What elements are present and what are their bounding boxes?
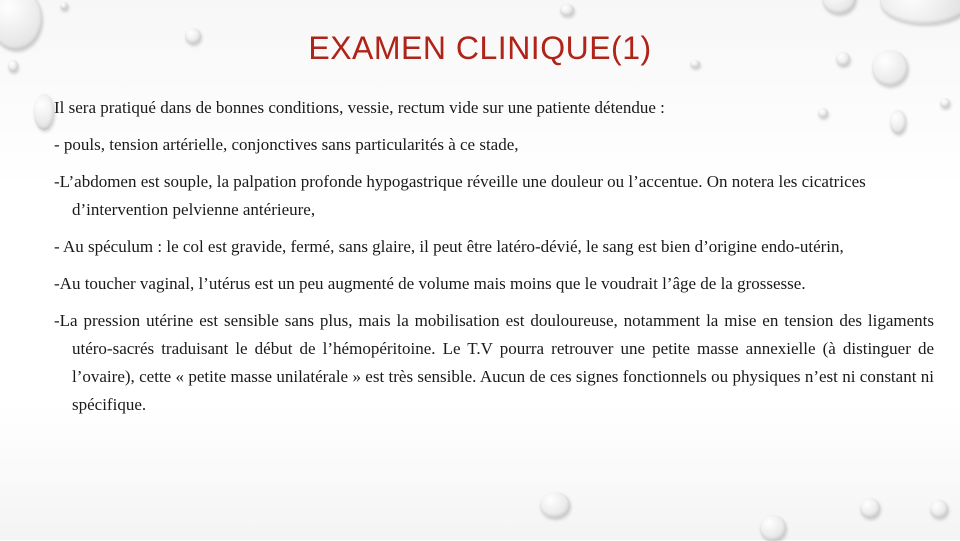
water-drop-decoration: [930, 500, 948, 518]
body-paragraph: - pouls, tension artérielle, conjonctives sans particularités à ce stade,: [54, 135, 519, 154]
slide-body: [54, 94, 934, 428]
body-paragraph: Il sera pratiqué dans de bonnes conditions, vessie, rectum vide sur une patiente détendue :: [54, 98, 665, 117]
body-paragraph: -L’abdomen est souple, la palpation profonde hypogastrique réveille une douleur ou l’accentue. On notera les cicatrices d’intervention pelvienne antérieure,: [54, 172, 866, 219]
body-paragraph: -La pression utérine est sensible sans plus, mais la mobilisation est douloureuse, notamment la mise en tension des ligaments utéro-sacrés traduisant le début de l’hémopéritoine. Le T.V pourra retrouver une petite masse annexielle (à distinguer de l’ovaire), cette « petite masse unilatérale » est très sensible. Aucun de ces signes fonctionnels ou physiques n’est ni constant ni spécifique.: [54, 311, 934, 414]
water-drop-decoration: [60, 2, 68, 10]
body-paragraph: - Au spéculum : le col est gravide, fermé, sans glaire, il peut être latéro-dévié, le sang est bien d’origine endo-utérin,: [54, 237, 844, 256]
body-paragraph: -Au toucher vaginal, l’utérus est un peu augmenté de volume mais moins que le voudrait l’âge de la grossesse.: [54, 274, 806, 293]
water-drop-decoration: [940, 98, 950, 108]
water-drop-decoration: [760, 515, 786, 541]
slide-title: EXAMEN CLINIQUE(1): [308, 30, 652, 66]
water-drop-decoration: [540, 492, 570, 518]
water-drop-decoration: [560, 4, 574, 16]
water-drop-decoration: [860, 498, 880, 518]
water-drop-decoration: [34, 94, 54, 130]
